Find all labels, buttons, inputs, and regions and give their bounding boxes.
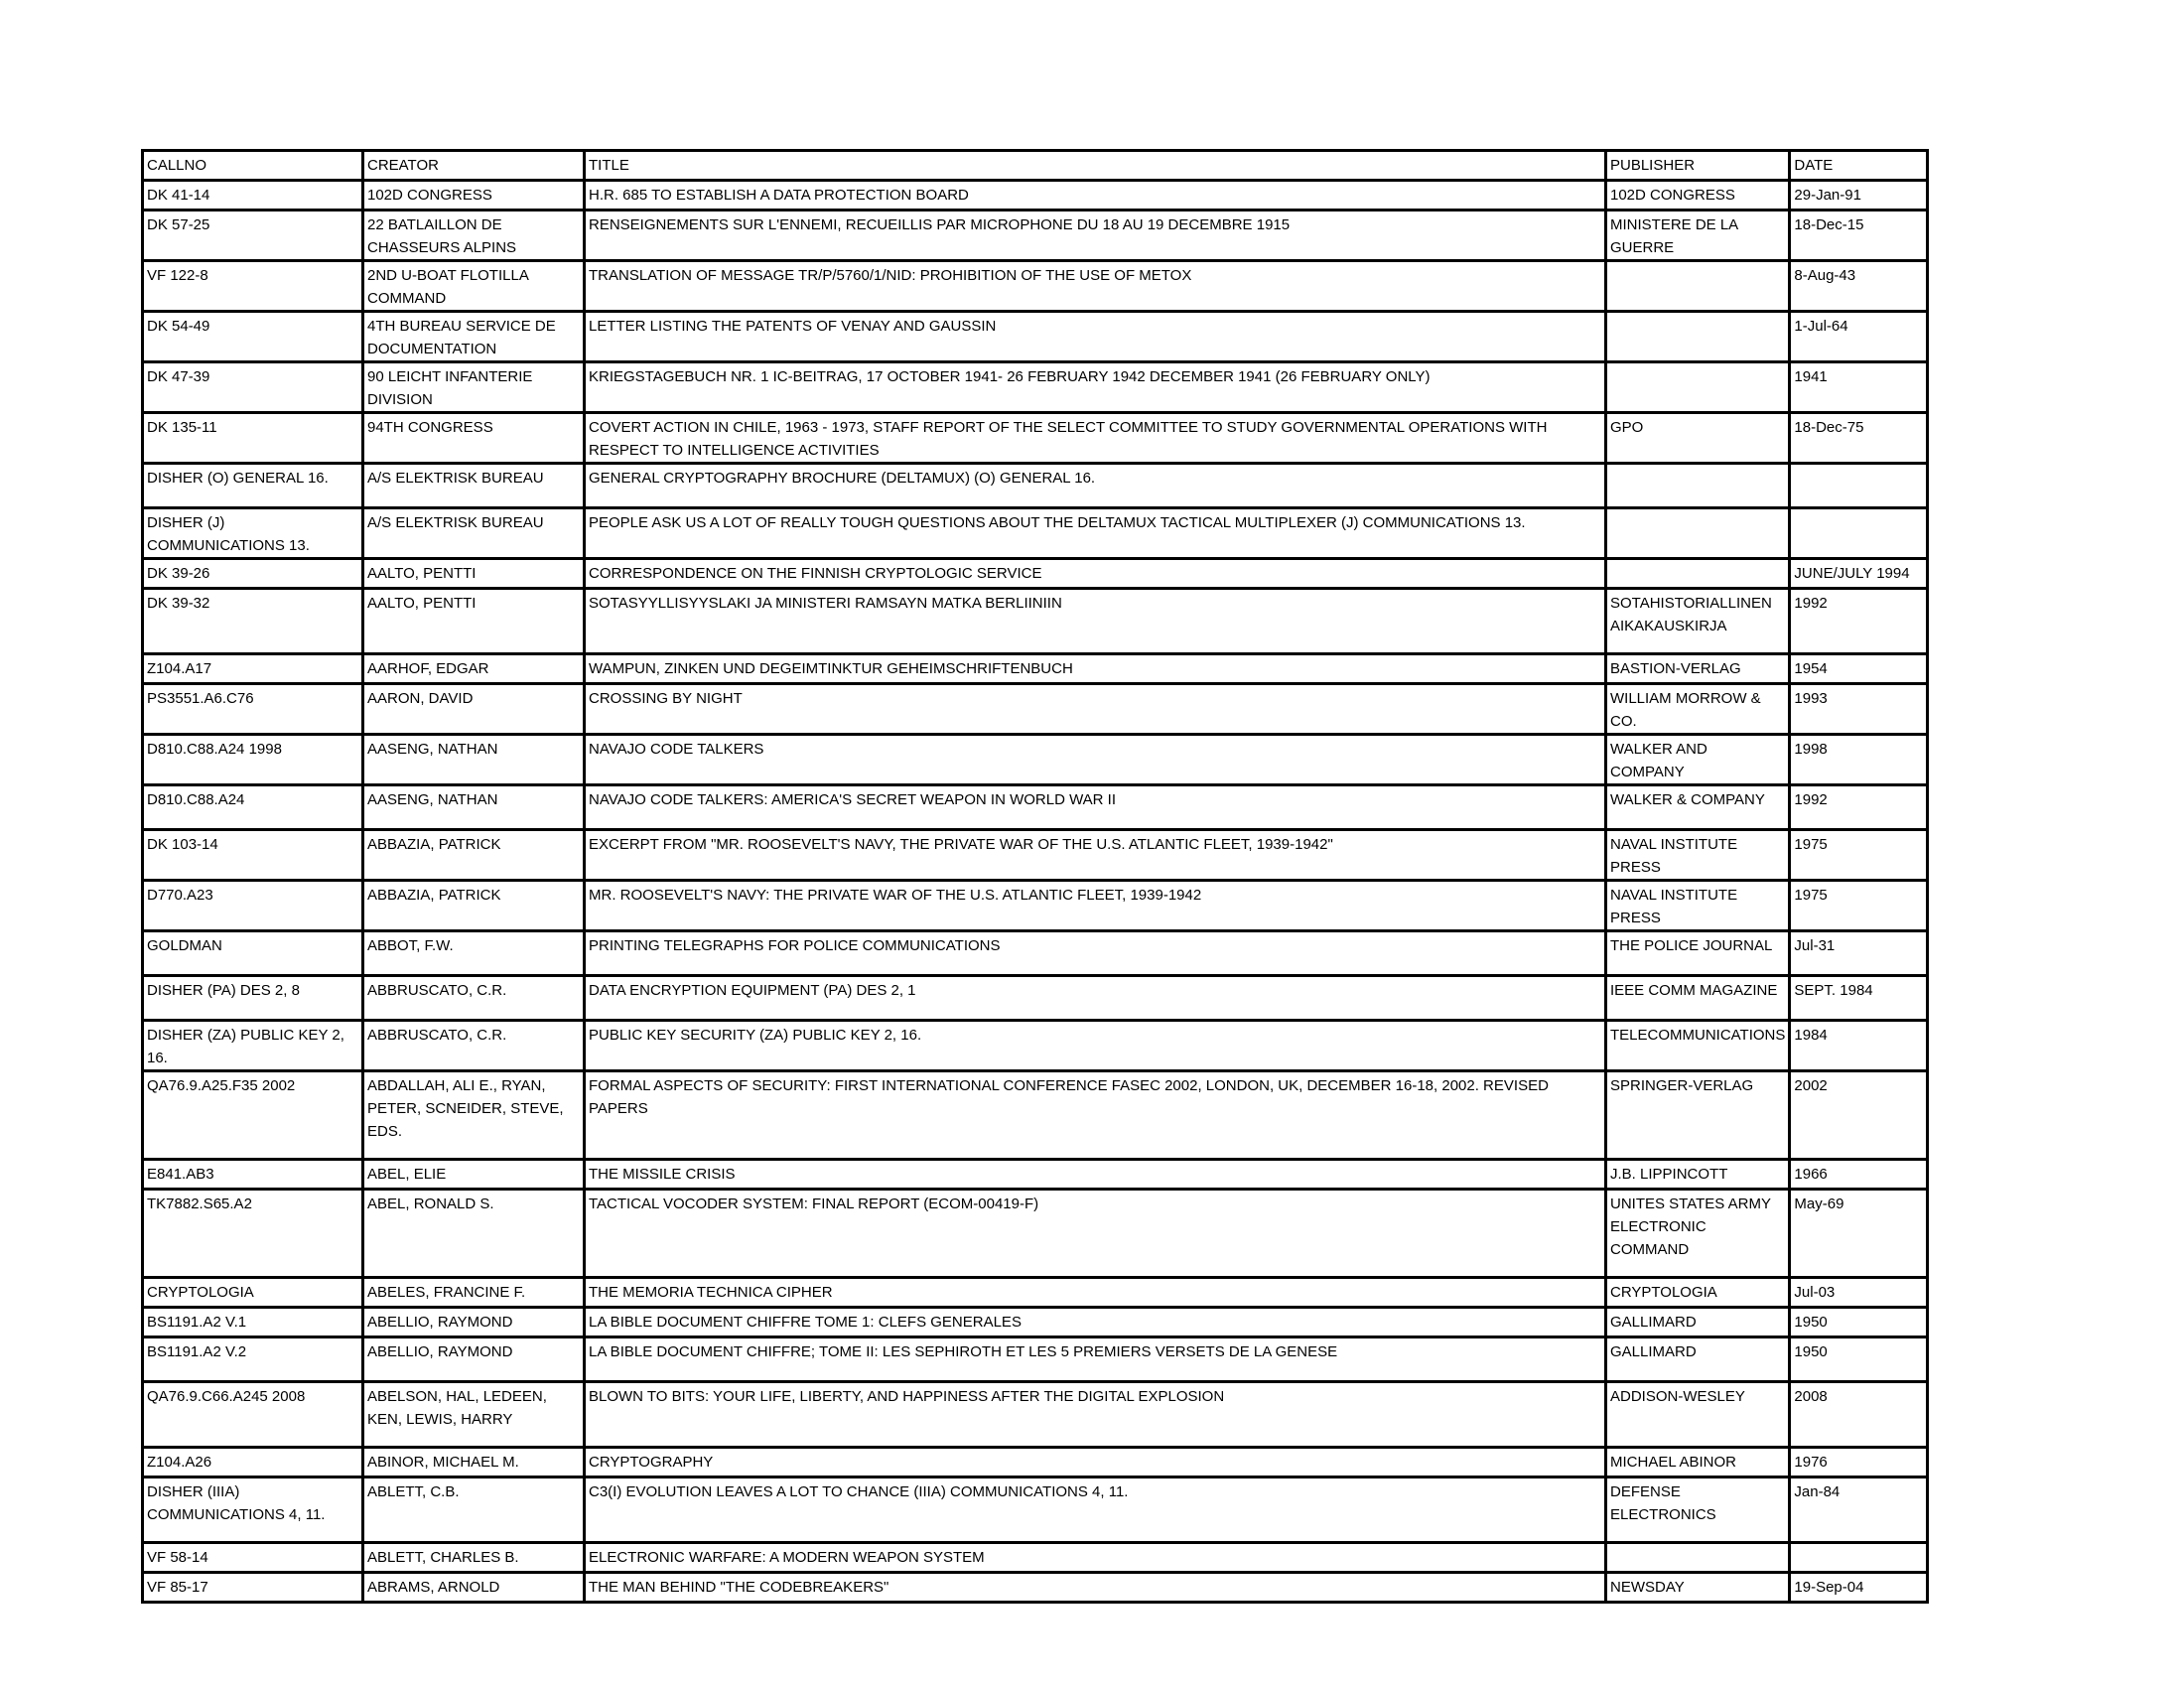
cell-title: CROSSING BY NIGHT xyxy=(585,684,1606,735)
cell-publisher xyxy=(1606,559,1790,589)
cell-creator: 4TH BUREAU SERVICE DE DOCUMENTATION xyxy=(363,312,585,362)
table-row xyxy=(143,684,1928,735)
cell-publisher: TELECOMMUNICATIONS xyxy=(1606,1021,1790,1071)
cell-callno: VF 122-8 xyxy=(143,261,363,312)
cell-callno: GOLDMAN xyxy=(143,931,363,976)
cell-callno: DK 41-14 xyxy=(143,181,363,211)
cell-date: 1992 xyxy=(1790,589,1928,654)
cell-title: ELECTRONIC WARFARE: A MODERN WEAPON SYSTEM xyxy=(585,1543,1606,1573)
cell-creator: ABELES, FRANCINE F. xyxy=(363,1278,585,1308)
cell-date: Jul-31 xyxy=(1790,931,1928,976)
header-row xyxy=(143,151,1928,181)
cell-title: MR. ROOSEVELT'S NAVY: THE PRIVATE WAR OF THE U.S. ATLANTIC FLEET, 1939-1942 xyxy=(585,881,1606,931)
table-row xyxy=(143,1190,1928,1278)
cell-creator: ABBRUSCATO, C.R. xyxy=(363,976,585,1021)
cell-creator: 90 LEICHT INFANTERIE DIVISION xyxy=(363,362,585,413)
cell-creator: 2ND U-BOAT FLOTILLA COMMAND xyxy=(363,261,585,312)
table-row xyxy=(143,976,1928,1021)
cell-publisher: WALKER AND COMPANY xyxy=(1606,735,1790,785)
cell-publisher: GALLIMARD xyxy=(1606,1337,1790,1382)
cell-publisher: WILLIAM MORROW & CO. xyxy=(1606,684,1790,735)
cell-publisher: SOTAHISTORIALLINEN AIKAKAUSKIRJA xyxy=(1606,589,1790,654)
cell-date xyxy=(1790,464,1928,508)
cell-publisher: CRYPTOLOGIA xyxy=(1606,1278,1790,1308)
cell-title: C3(I) EVOLUTION LEAVES A LOT TO CHANCE (IIIA) COMMUNICATIONS 4, 11. xyxy=(585,1477,1606,1543)
cell-title: THE MAN BEHIND "THE CODEBREAKERS" xyxy=(585,1573,1606,1603)
table-row xyxy=(143,362,1928,413)
cell-creator: AASENG, NATHAN xyxy=(363,785,585,830)
table-row xyxy=(143,413,1928,464)
header-title: TITLE xyxy=(585,151,1606,181)
cell-creator: ABEL, ELIE xyxy=(363,1160,585,1190)
cell-date: 19-Sep-04 xyxy=(1790,1573,1928,1603)
cell-callno: DISHER (O) GENERAL 16. xyxy=(143,464,363,508)
cell-creator: ABELLIO, RAYMOND xyxy=(363,1308,585,1337)
cell-title: THE MEMORIA TECHNICA CIPHER xyxy=(585,1278,1606,1308)
cell-callno: DK 39-32 xyxy=(143,589,363,654)
cell-creator: ABEL, RONALD S. xyxy=(363,1190,585,1278)
cell-creator: ABELSON, HAL, LEDEEN, KEN, LEWIS, HARRY xyxy=(363,1382,585,1448)
cell-date: Jan-84 xyxy=(1790,1477,1928,1543)
cell-publisher: MINISTERE DE LA GUERRE xyxy=(1606,211,1790,261)
catalog-table xyxy=(141,149,1929,1604)
cell-date: May-69 xyxy=(1790,1190,1928,1278)
cell-creator: ABRAMS, ARNOLD xyxy=(363,1573,585,1603)
cell-publisher xyxy=(1606,1543,1790,1573)
cell-date: 2002 xyxy=(1790,1071,1928,1160)
cell-publisher xyxy=(1606,261,1790,312)
table-row xyxy=(143,1160,1928,1190)
cell-title: KRIEGSTAGEBUCH NR. 1 IC-BEITRAG, 17 OCTOBER 1941- 26 FEBRUARY 1942 DECEMBER 1941 (26 FEBRUARY ONLY) xyxy=(585,362,1606,413)
cell-publisher: SPRINGER-VERLAG xyxy=(1606,1071,1790,1160)
table-row xyxy=(143,211,1928,261)
cell-callno: DISHER (PA) DES 2, 8 xyxy=(143,976,363,1021)
cell-title: CRYPTOGRAPHY xyxy=(585,1448,1606,1477)
cell-publisher: UNITES STATES ARMY ELECTRONIC COMMAND xyxy=(1606,1190,1790,1278)
table-row xyxy=(143,559,1928,589)
cell-callno: BS1191.A2 V.1 xyxy=(143,1308,363,1337)
table-row xyxy=(143,1573,1928,1603)
cell-publisher: NAVAL INSTITUTE PRESS xyxy=(1606,881,1790,931)
cell-date: 1950 xyxy=(1790,1337,1928,1382)
cell-publisher: J.B. LIPPINCOTT xyxy=(1606,1160,1790,1190)
cell-callno: DISHER (IIIA) COMMUNICATIONS 4, 11. xyxy=(143,1477,363,1543)
cell-publisher: BASTION-VERLAG xyxy=(1606,654,1790,684)
cell-title: PRINTING TELEGRAPHS FOR POLICE COMMUNICATIONS xyxy=(585,931,1606,976)
cell-callno: DK 39-26 xyxy=(143,559,363,589)
cell-callno: DISHER (ZA) PUBLIC KEY 2, 16. xyxy=(143,1021,363,1071)
table-row xyxy=(143,654,1928,684)
cell-creator: AALTO, PENTTI xyxy=(363,559,585,589)
cell-title: GENERAL CRYPTOGRAPHY BROCHURE (DELTAMUX) (O) GENERAL 16. xyxy=(585,464,1606,508)
cell-title: H.R. 685 TO ESTABLISH A DATA PROTECTION BOARD xyxy=(585,181,1606,211)
cell-creator: ABLETT, CHARLES B. xyxy=(363,1543,585,1573)
cell-title: PUBLIC KEY SECURITY (ZA) PUBLIC KEY 2, 16. xyxy=(585,1021,1606,1071)
catalog-table-body xyxy=(143,151,1928,1603)
table-row xyxy=(143,931,1928,976)
cell-date: 1975 xyxy=(1790,881,1928,931)
cell-date: 18-Dec-75 xyxy=(1790,413,1928,464)
table-row xyxy=(143,1308,1928,1337)
cell-callno: DK 54-49 xyxy=(143,312,363,362)
cell-callno: QA76.9.A25.F35 2002 xyxy=(143,1071,363,1160)
cell-creator: 22 BATLAILLON DE CHASSEURS ALPINS xyxy=(363,211,585,261)
cell-creator: 94TH CONGRESS xyxy=(363,413,585,464)
cell-creator: ABBAZIA, PATRICK xyxy=(363,830,585,881)
cell-publisher xyxy=(1606,464,1790,508)
cell-date: 1-Jul-64 xyxy=(1790,312,1928,362)
cell-publisher xyxy=(1606,362,1790,413)
cell-title: SOTASYYLLISYYSLAKI JA MINISTERI RAMSAYN MATKA BERLIINIIN xyxy=(585,589,1606,654)
header-creator: CREATOR xyxy=(363,151,585,181)
cell-title: EXCERPT FROM "MR. ROOSEVELT'S NAVY, THE PRIVATE WAR OF THE U.S. ATLANTIC FLEET, 1939-1942" xyxy=(585,830,1606,881)
cell-title: BLOWN TO BITS: YOUR LIFE, LIBERTY, AND HAPPINESS AFTER THE DIGITAL EXPLOSION xyxy=(585,1382,1606,1448)
table-row xyxy=(143,1448,1928,1477)
cell-callno: QA76.9.C66.A245 2008 xyxy=(143,1382,363,1448)
cell-creator: 102D CONGRESS xyxy=(363,181,585,211)
cell-callno: DK 47-39 xyxy=(143,362,363,413)
cell-creator: AALTO, PENTTI xyxy=(363,589,585,654)
cell-callno: DISHER (J) COMMUNICATIONS 13. xyxy=(143,508,363,559)
cell-date: JUNE/JULY 1994 xyxy=(1790,559,1928,589)
cell-creator: A/S ELEKTRISK BUREAU xyxy=(363,508,585,559)
cell-title: PEOPLE ASK US A LOT OF REALLY TOUGH QUESTIONS ABOUT THE DELTAMUX TACTICAL MULTIPLEXER (J) COMMUNICATIONS 13. xyxy=(585,508,1606,559)
cell-callno: DK 135-11 xyxy=(143,413,363,464)
cell-creator: ABELLIO, RAYMOND xyxy=(363,1337,585,1382)
cell-date xyxy=(1790,1543,1928,1573)
table-row xyxy=(143,589,1928,654)
cell-callno: DK 103-14 xyxy=(143,830,363,881)
cell-title: CORRESPONDENCE ON THE FINNISH CRYPTOLOGIC SERVICE xyxy=(585,559,1606,589)
cell-callno: VF 85-17 xyxy=(143,1573,363,1603)
table-row xyxy=(143,261,1928,312)
cell-creator: A/S ELEKTRISK BUREAU xyxy=(363,464,585,508)
table-row xyxy=(143,785,1928,830)
table-row xyxy=(143,181,1928,211)
cell-callno: D810.C88.A24 xyxy=(143,785,363,830)
cell-publisher: MICHAEL ABINOR xyxy=(1606,1448,1790,1477)
cell-title: NAVAJO CODE TALKERS: AMERICA'S SECRET WEAPON IN WORLD WAR II xyxy=(585,785,1606,830)
cell-publisher: IEEE COMM MAGAZINE xyxy=(1606,976,1790,1021)
cell-title: DATA ENCRYPTION EQUIPMENT (PA) DES 2, 1 xyxy=(585,976,1606,1021)
cell-publisher: ADDISON-WESLEY xyxy=(1606,1382,1790,1448)
cell-date: 1992 xyxy=(1790,785,1928,830)
table-row xyxy=(143,508,1928,559)
cell-publisher: 102D CONGRESS xyxy=(1606,181,1790,211)
cell-callno: Z104.A26 xyxy=(143,1448,363,1477)
cell-publisher: NAVAL INSTITUTE PRESS xyxy=(1606,830,1790,881)
cell-publisher: NEWSDAY xyxy=(1606,1573,1790,1603)
cell-date: 1966 xyxy=(1790,1160,1928,1190)
cell-creator: ABINOR, MICHAEL M. xyxy=(363,1448,585,1477)
cell-date: Jul-03 xyxy=(1790,1278,1928,1308)
table-row xyxy=(143,1477,1928,1543)
cell-date: 1984 xyxy=(1790,1021,1928,1071)
table-row xyxy=(143,881,1928,931)
cell-title: RENSEIGNEMENTS SUR L'ENNEMI, RECUEILLIS PAR MICROPHONE DU 18 AU 19 DECEMBRE 1915 xyxy=(585,211,1606,261)
cell-date: SEPT. 1984 xyxy=(1790,976,1928,1021)
cell-creator: AASENG, NATHAN xyxy=(363,735,585,785)
cell-date: 8-Aug-43 xyxy=(1790,261,1928,312)
cell-title: TACTICAL VOCODER SYSTEM: FINAL REPORT (ECOM-00419-F) xyxy=(585,1190,1606,1278)
table-row xyxy=(143,735,1928,785)
cell-title: TRANSLATION OF MESSAGE TR/P/5760/1/NID: PROHIBITION OF THE USE OF METOX xyxy=(585,261,1606,312)
cell-callno: D770.A23 xyxy=(143,881,363,931)
cell-callno: CRYPTOLOGIA xyxy=(143,1278,363,1308)
table-row xyxy=(143,1337,1928,1382)
cell-title: WAMPUN, ZINKEN UND DEGEIMTINKTUR GEHEIMSCHRIFTENBUCH xyxy=(585,654,1606,684)
cell-title: THE MISSILE CRISIS xyxy=(585,1160,1606,1190)
table-row xyxy=(143,1278,1928,1308)
cell-creator: ABBAZIA, PATRICK xyxy=(363,881,585,931)
cell-publisher: WALKER & COMPANY xyxy=(1606,785,1790,830)
cell-callno: E841.AB3 xyxy=(143,1160,363,1190)
cell-title: FORMAL ASPECTS OF SECURITY: FIRST INTERNATIONAL CONFERENCE FASEC 2002, LONDON, UK, DECEMBER 16-18, 2002. REVISED PAPERS xyxy=(585,1071,1606,1160)
header-callno: CALLNO xyxy=(143,151,363,181)
cell-callno: D810.C88.A24 1998 xyxy=(143,735,363,785)
table-row xyxy=(143,464,1928,508)
cell-date: 1975 xyxy=(1790,830,1928,881)
cell-title: NAVAJO CODE TALKERS xyxy=(585,735,1606,785)
cell-date: 1993 xyxy=(1790,684,1928,735)
cell-date: 18-Dec-15 xyxy=(1790,211,1928,261)
cell-date: 1976 xyxy=(1790,1448,1928,1477)
cell-title: LA BIBLE DOCUMENT CHIFFRE TOME 1: CLEFS GENERALES xyxy=(585,1308,1606,1337)
table-row xyxy=(143,1021,1928,1071)
cell-date: 1950 xyxy=(1790,1308,1928,1337)
table-row xyxy=(143,830,1928,881)
cell-publisher: GALLIMARD xyxy=(1606,1308,1790,1337)
cell-date: 1941 xyxy=(1790,362,1928,413)
cell-callno: PS3551.A6.C76 xyxy=(143,684,363,735)
cell-publisher xyxy=(1606,312,1790,362)
cell-callno: DK 57-25 xyxy=(143,211,363,261)
cell-creator: ABLETT, C.B. xyxy=(363,1477,585,1543)
cell-title: LA BIBLE DOCUMENT CHIFFRE; TOME II: LES SEPHIROTH ET LES 5 PREMIERS VERSETS DE LA GENESE xyxy=(585,1337,1606,1382)
cell-title: COVERT ACTION IN CHILE, 1963 - 1973, STAFF REPORT OF THE SELECT COMMITTEE TO STUDY GOVERNMENTAL OPERATIONS WITH RESPECT TO INTELLIGENCE ACTIVITIES xyxy=(585,413,1606,464)
cell-creator: ABDALLAH, ALI E., RYAN, PETER, SCNEIDER, STEVE, EDS. xyxy=(363,1071,585,1160)
cell-callno: VF 58-14 xyxy=(143,1543,363,1573)
cell-title: LETTER LISTING THE PATENTS OF VENAY AND GAUSSIN xyxy=(585,312,1606,362)
cell-publisher xyxy=(1606,508,1790,559)
cell-date: 1998 xyxy=(1790,735,1928,785)
cell-creator: ABBOT, F.W. xyxy=(363,931,585,976)
cell-callno: TK7882.S65.A2 xyxy=(143,1190,363,1278)
cell-creator: AARON, DAVID xyxy=(363,684,585,735)
cell-publisher: DEFENSE ELECTRONICS xyxy=(1606,1477,1790,1543)
cell-creator: AARHOF, EDGAR xyxy=(363,654,585,684)
table-row xyxy=(143,1543,1928,1573)
cell-date: 2008 xyxy=(1790,1382,1928,1448)
cell-callno: Z104.A17 xyxy=(143,654,363,684)
cell-date xyxy=(1790,508,1928,559)
cell-publisher: GPO xyxy=(1606,413,1790,464)
cell-creator: ABBRUSCATO, C.R. xyxy=(363,1021,585,1071)
header-date: DATE xyxy=(1790,151,1928,181)
table-row xyxy=(143,1382,1928,1448)
header-publisher: PUBLISHER xyxy=(1606,151,1790,181)
cell-publisher: THE POLICE JOURNAL xyxy=(1606,931,1790,976)
cell-date: 1954 xyxy=(1790,654,1928,684)
table-row xyxy=(143,312,1928,362)
catalog-sheet xyxy=(141,149,1929,1604)
cell-callno: BS1191.A2 V.2 xyxy=(143,1337,363,1382)
table-row xyxy=(143,1071,1928,1160)
cell-date: 29-Jan-91 xyxy=(1790,181,1928,211)
